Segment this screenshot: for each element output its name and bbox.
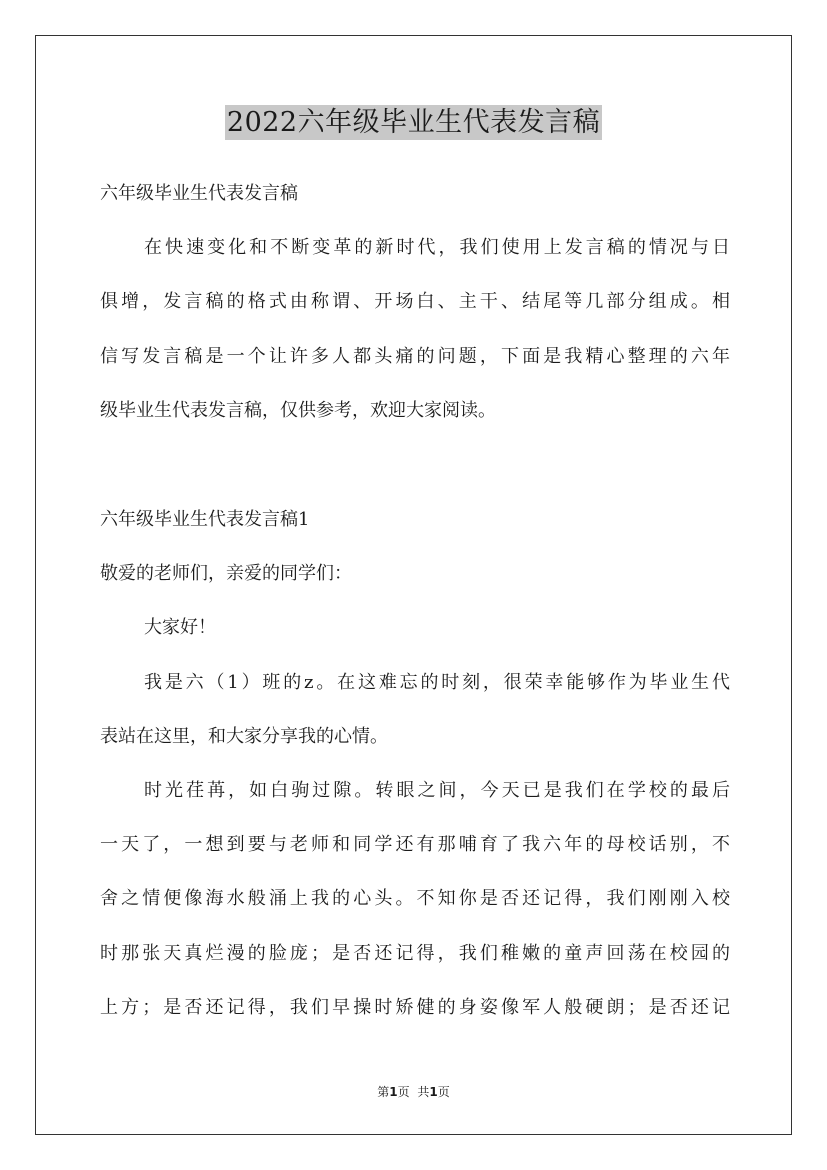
document-title-wrap: [0, 100, 827, 139]
section-heading: 六年级毕业生代表发言稿1: [100, 509, 310, 530]
total-pages: 1: [429, 1085, 438, 1099]
paragraph-line: 级毕业生代表发言稿，仅供参考，欢迎大家阅读。: [100, 400, 496, 421]
paragraph-line: 俱增，发言稿的格式由称谓、开场白、主干、结尾等几部分组成。相: [100, 291, 730, 312]
greeting-line: 大家好！: [144, 617, 216, 638]
document-title: 2022六年级毕业生代表发言稿: [226, 107, 601, 138]
paragraph-line: 表站在这里，和大家分享我的心情。: [100, 726, 388, 747]
page-footer: [0, 1083, 827, 1100]
paragraph-line: 上方；是否还记得，我们早操时矫健的身姿像军人般硬朗；是否还记: [100, 997, 730, 1018]
total-prefix: 共: [417, 1085, 430, 1099]
subtitle-line: 六年级毕业生代表发言稿: [100, 183, 298, 204]
total-suffix: 页: [437, 1085, 450, 1099]
page-suffix: 页: [397, 1085, 410, 1099]
paragraph-line: 信写发言稿是一个让许多人都头痛的问题，下面是我精心整理的六年: [100, 346, 730, 367]
page-number: 1: [389, 1085, 398, 1099]
paragraph-line: 时光荏苒，如白驹过隙。转眼之间，今天已是我们在学校的最后: [144, 780, 730, 801]
page-prefix: 第: [377, 1085, 390, 1099]
paragraph-line: 我是六（1）班的z。在这难忘的时刻，很荣幸能够作为毕业生代: [144, 672, 730, 693]
paragraph-line: 时那张天真烂漫的脸庞；是否还记得，我们稚嫩的童声回荡在校园的: [100, 943, 730, 964]
paragraph-line: 一天了，一想到要与老师和同学还有那哺育了我六年的母校话别，不: [100, 834, 730, 855]
paragraph-line: 舍之情便像海水般涌上我的心头。不知你是否还记得，我们刚刚入校: [100, 888, 730, 909]
paragraph-line: 在快速变化和不断变革的新时代，我们使用上发言稿的情况与日: [144, 237, 730, 258]
salutation-line: 敬爱的老师们，亲爱的同学们：: [100, 563, 352, 584]
